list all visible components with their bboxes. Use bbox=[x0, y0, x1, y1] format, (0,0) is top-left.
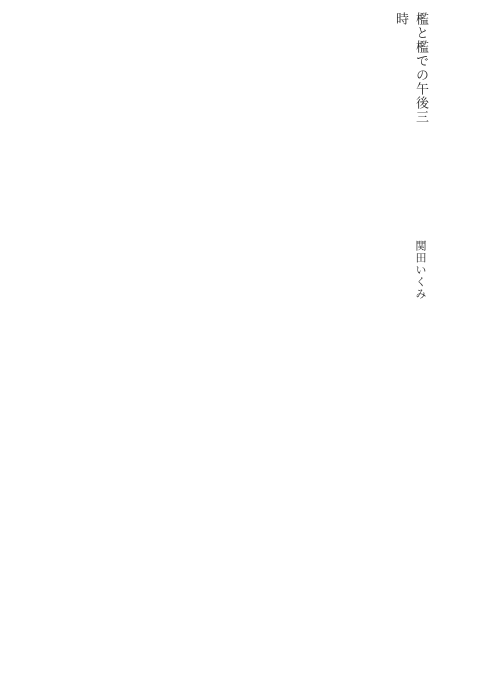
story-title: 檻と檻での午後三時 bbox=[393, 12, 428, 124]
body-column-1 bbox=[58, 40, 402, 328]
body-column-2 bbox=[60, 358, 460, 648]
author-name: 関田いくみ bbox=[414, 240, 427, 300]
